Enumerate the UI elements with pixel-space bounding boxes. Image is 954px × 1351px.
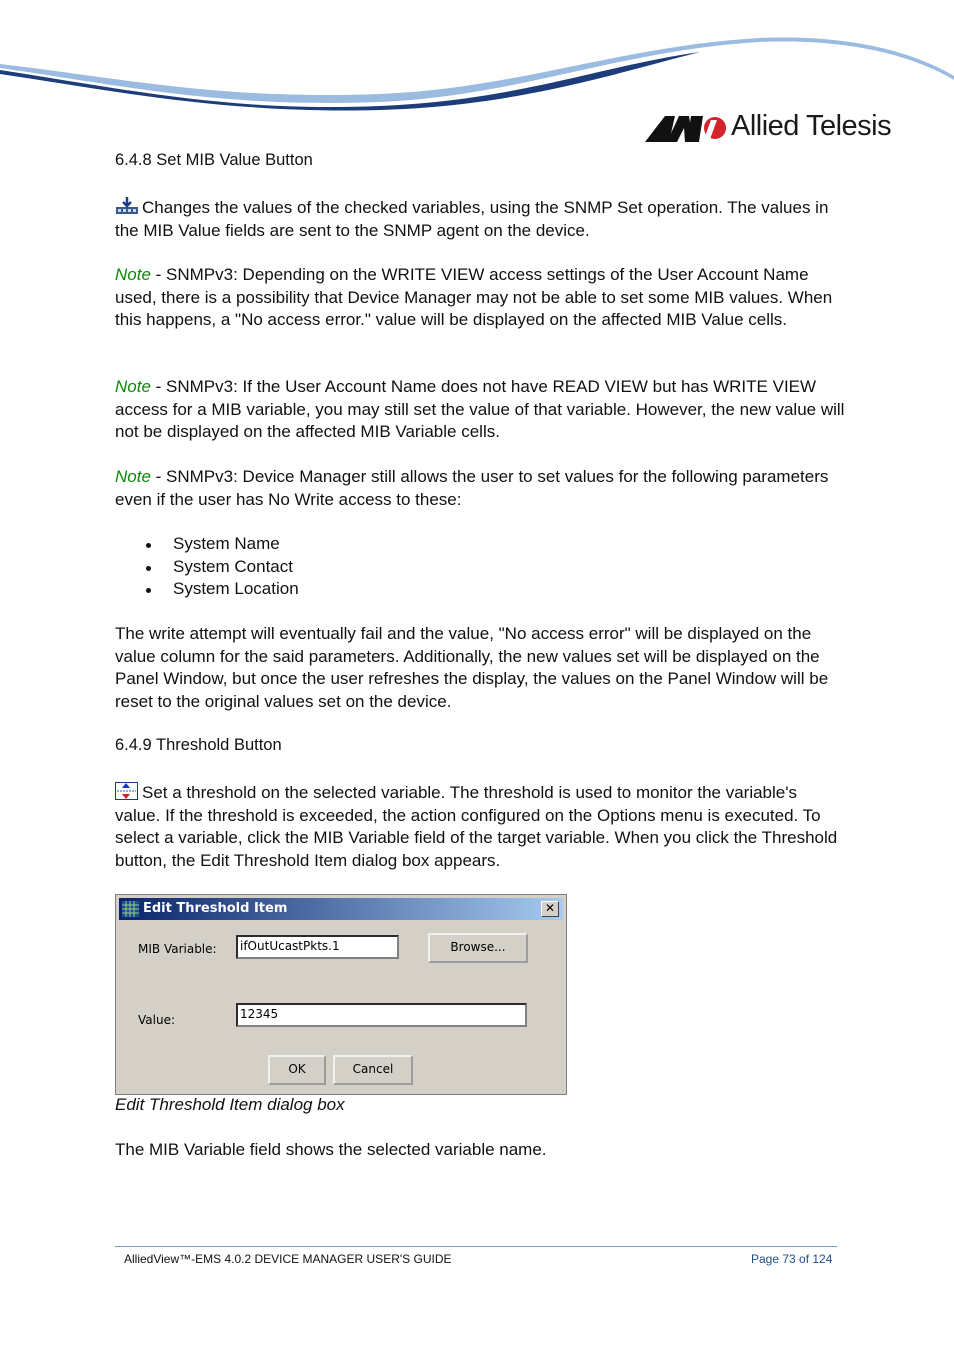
- list-item: System Name: [146, 533, 299, 556]
- set-mib-value-description: [115, 197, 845, 242]
- logo-text: Allied Telesis: [731, 110, 892, 142]
- note-label: Note: [115, 377, 151, 396]
- section-heading-set-mib-value: 6.4.8 Set MIB Value Button: [115, 151, 313, 169]
- mib-variable-label: MIB Variable:: [138, 942, 217, 956]
- note-paragraph-3: [115, 466, 845, 511]
- dialog-title: Edit Threshold Item: [143, 901, 288, 916]
- footer-title: AlliedView™-EMS 4.0.2 DEVICE MANAGER USER'S GUIDE: [124, 1252, 452, 1266]
- note-3-text: - SNMPv3: Device Manager still allows the user to set values for the following parameters even if the user has No Write access to these:: [115, 467, 829, 509]
- closing-paragraph: The write attempt will eventually fail and the value, "No access error" will be displayed on the value column for the said parameters. Additionally, the new values set will be displayed on the Panel Window, but once the user refreshes the display, the values on the Panel Window will be reset to the original values set on the device.: [115, 624, 829, 711]
- value-label: Value:: [138, 1013, 175, 1027]
- note-label: Note: [115, 467, 151, 486]
- threshold-intro: Set a threshold on the selected variable. The threshold is used to monitor the variable's value. If the threshold is exceeded, the action configured on the Options menu is executed. To select a variable, click the MIB Variable field of the target variable. When you click the Threshold button, the Edit Threshold Item dialog box appears.: [115, 783, 838, 870]
- threshold-icon: [115, 782, 139, 800]
- edit-threshold-dialog: [115, 894, 567, 1095]
- dialog-titlebar: [119, 898, 563, 920]
- set-mib-value-intro: Changes the values of the checked variables, using the SNMP Set operation. The values in the MIB Value fields are sent to the SNMP agent on the device.: [115, 198, 829, 240]
- allied-telesis-mark-icon: [645, 116, 729, 142]
- footer-divider: [115, 1246, 837, 1247]
- note-label: Note: [115, 265, 151, 284]
- list-item: System Contact: [146, 556, 299, 579]
- note-paragraph-1: [115, 264, 845, 332]
- section-heading-threshold: 6.4.9 Threshold Button: [115, 736, 282, 754]
- grid-app-icon: [122, 901, 139, 917]
- figure-caption: Edit Threshold Item dialog box: [115, 1095, 345, 1114]
- close-icon: ✕: [544, 901, 556, 915]
- header-swoosh: [0, 30, 954, 120]
- note-1-text: - SNMPv3: Depending on the WRITE VIEW access settings of the User Account Name used, there is a possibility that Device Manager may not be able to set some MIB values. When this happens, a "No access error." value will be displayed on the affected MIB Value cells.: [115, 265, 833, 330]
- cancel-button[interactable]: Cancel: [333, 1055, 413, 1085]
- allied-telesis-logo: [645, 108, 905, 148]
- browse-button[interactable]: Browse...: [428, 933, 528, 963]
- parameter-list: [146, 533, 299, 601]
- page-number: Page 73 of 124: [751, 1252, 833, 1266]
- note-2-text: - SNMPv3: If the User Account Name does not have READ VIEW but has WRITE VIEW access for a MIB variable, you may still set the value of that variable. However, the new value will not be displayed on the affected MIB Variable cells.: [115, 377, 845, 442]
- mib-variable-field[interactable]: ifOutUcastPkts.1: [236, 935, 399, 959]
- note-paragraph-2: [115, 376, 845, 444]
- value-field[interactable]: 12345: [236, 1003, 527, 1027]
- close-button[interactable]: [541, 901, 559, 917]
- list-item: System Location: [146, 578, 299, 601]
- threshold-description: [115, 782, 845, 872]
- after-caption-text: The MIB Variable field shows the selected variable name.: [115, 1140, 547, 1159]
- ok-button[interactable]: OK: [268, 1055, 326, 1085]
- set-mib-value-icon: [115, 197, 139, 215]
